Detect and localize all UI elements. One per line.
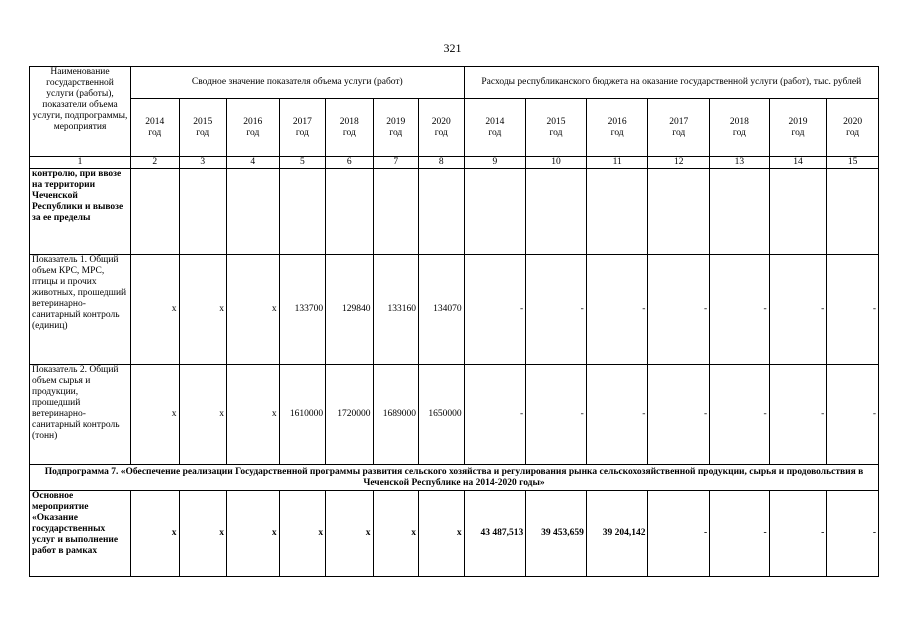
cell: x — [131, 255, 180, 365]
column-number: 13 — [710, 157, 770, 169]
column-number: 3 — [179, 157, 226, 169]
cell — [373, 169, 418, 255]
cell — [710, 169, 770, 255]
column-number: 11 — [586, 157, 648, 169]
cell: - — [526, 255, 587, 365]
table-row — [30, 255, 879, 365]
header-year: 2017 год — [279, 99, 325, 157]
cell: x — [419, 491, 465, 577]
cell: x — [179, 255, 226, 365]
cell: 1689000 — [373, 365, 418, 465]
cell — [131, 169, 180, 255]
cell: - — [464, 255, 526, 365]
cell: - — [526, 365, 587, 465]
cell: x — [227, 365, 280, 465]
cell: x — [227, 255, 280, 365]
cell: 39 453,659 — [526, 491, 587, 577]
page-number: 321 — [443, 41, 462, 55]
cell: 1610000 — [279, 365, 325, 465]
column-number: 9 — [464, 157, 526, 169]
table-row — [30, 169, 879, 255]
header-years-row — [30, 99, 879, 157]
cell: - — [827, 365, 879, 465]
cell: - — [648, 255, 710, 365]
cell: x — [373, 491, 418, 577]
cell: x — [131, 365, 180, 465]
header-year: 2014 год — [464, 99, 526, 157]
main-event-row — [30, 491, 879, 577]
column-number: 12 — [648, 157, 710, 169]
header-year: 2016 год — [586, 99, 648, 157]
header-year: 2018 год — [710, 99, 770, 157]
cell — [586, 169, 648, 255]
cell: 133700 — [279, 255, 325, 365]
cell — [648, 169, 710, 255]
row-name: Показатель 1. Общий объем КРС, МРС, птицы и прочих животных, прошедший ветеринарно-санитарный контроль (единиц) — [30, 255, 131, 365]
cell: 43 487,513 — [464, 491, 526, 577]
budget-table — [29, 66, 879, 577]
cell — [326, 169, 373, 255]
cell: 134070 — [419, 255, 465, 365]
cell: - — [769, 491, 827, 577]
header-year: 2020 год — [419, 99, 465, 157]
cell: 133160 — [373, 255, 418, 365]
cell: - — [464, 365, 526, 465]
header-group-volume: Сводное значение показателя объема услуги (работ) — [131, 67, 465, 99]
cell — [227, 169, 280, 255]
cell: - — [710, 365, 770, 465]
cell — [827, 169, 879, 255]
subprogram-title: Подпрограмма 7. «Обеспечение реализации Государственной программы развития сельского хозяйства и регулирования рынка сельскохозяйственной продукции, сырья и продовольствия в Чеченской Республике на 2014-2020 годы» — [30, 465, 879, 491]
header-year: 2016 год — [227, 99, 280, 157]
header-year: 2015 год — [179, 99, 226, 157]
cell: 39 204,142 — [586, 491, 648, 577]
cell — [419, 169, 465, 255]
header-year: 2018 год — [326, 99, 373, 157]
cell: - — [710, 255, 770, 365]
row-name: Показатель 2. Общий объем сырья и продукции, прошедший ветеринарно-санитарный контроль (тонн) — [30, 365, 131, 465]
cell: - — [827, 491, 879, 577]
cell: 1720000 — [326, 365, 373, 465]
cell: - — [648, 365, 710, 465]
column-number: 8 — [419, 157, 465, 169]
header-year: 2019 год — [373, 99, 418, 157]
cell: - — [586, 255, 648, 365]
cell: x — [179, 365, 226, 465]
cell: 129840 — [326, 255, 373, 365]
column-number: 14 — [769, 157, 827, 169]
header-year: 2017 год — [648, 99, 710, 157]
column-number: 2 — [131, 157, 180, 169]
column-number: 15 — [827, 157, 879, 169]
column-number: 6 — [326, 157, 373, 169]
header-year: 2020 год — [827, 99, 879, 157]
header-year: 2014 год — [131, 99, 180, 157]
cell: - — [648, 491, 710, 577]
header-group-expenses: Расходы республиканского бюджета на оказание государственной услуги (работ), тыс. рублей — [464, 67, 878, 99]
row-name: контролю, при ввозе на территории Чеченской Республики и вывозе за ее пределы — [30, 169, 131, 255]
header-year: 2019 год — [769, 99, 827, 157]
cell: - — [769, 365, 827, 465]
column-number: 4 — [227, 157, 280, 169]
subprogram-row — [30, 465, 879, 491]
column-number: 1 — [30, 157, 131, 169]
cell: x — [227, 491, 280, 577]
cell: x — [326, 491, 373, 577]
header-year: 2015 год — [526, 99, 587, 157]
cell: - — [586, 365, 648, 465]
row-name: Основное мероприятие «Оказание государственных услуг и выполнение работ в рамках — [30, 491, 131, 577]
cell: 1650000 — [419, 365, 465, 465]
column-number: 10 — [526, 157, 587, 169]
table-row — [30, 365, 879, 465]
cell: - — [827, 255, 879, 365]
header-name-column: Наименование государственной услуги (работы), показатели объема услуги, подпрограммы, мероприятия — [30, 67, 131, 157]
cell — [464, 169, 526, 255]
cell — [769, 169, 827, 255]
cell: x — [279, 491, 325, 577]
cell — [526, 169, 587, 255]
column-numbers-row — [30, 157, 879, 169]
cell: x — [179, 491, 226, 577]
cell: x — [131, 491, 180, 577]
column-number: 7 — [373, 157, 418, 169]
cell — [179, 169, 226, 255]
cell: - — [710, 491, 770, 577]
cell — [279, 169, 325, 255]
column-number: 5 — [279, 157, 325, 169]
cell: - — [769, 255, 827, 365]
